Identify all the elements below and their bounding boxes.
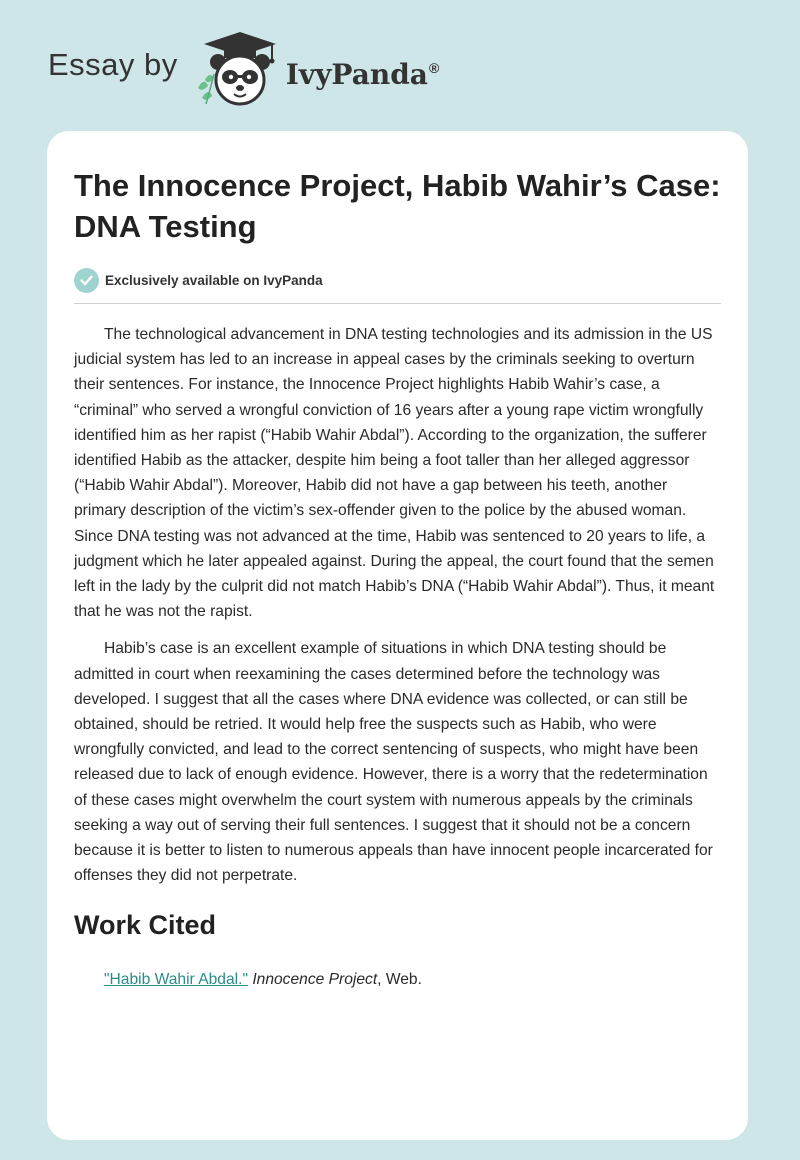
- citation-source: Innocence Project: [252, 971, 378, 989]
- citation-link[interactable]: "Habib Wahir Abdal.": [104, 971, 248, 989]
- citation-suffix: , Web.: [377, 971, 422, 989]
- citation-entry: [104, 971, 721, 989]
- exclusive-label: Exclusively available on IvyPanda: [105, 272, 323, 288]
- essay-card: [47, 131, 748, 1140]
- title-divider: [74, 303, 721, 304]
- essay-title: The Innocence Project, Habib Wahir’s Case: DNA Testing: [74, 168, 721, 244]
- check-icon: [74, 268, 99, 293]
- brand-prefix: Essay by: [48, 47, 178, 82]
- panda-logo-icon[interactable]: [192, 30, 282, 110]
- paragraph-1: The technological advancement in DNA testing technologies and its admission in the US judicial system has led to an increase in appeal cases by the criminals seeking to overturn their sentences. For instance, the Innocence Project highlights Habib Wahir’s case, a “criminal” who served a wrongful conviction of 16 years after a young rape victim wrongfully identified him as her rapist (“Habib Wahir Abdal”). According to the organization, the sufferer identified Habib as the attacker, despite him being a foot taller than her alleged aggressor (“Habib Wahir Abdal”). Moreover, Habib did not have a gap between his teeth, another primary description of the victim’s sex-offender given to the police by the abused woman. Since DNA testing was not advanced at the time, Habib was sentenced to 20 years to life, a judgment which he later appealed against. During the appeal, the court found that the semen left in the lady by the culprit did not match Habib’s DNA (“Habib Wahir Abdal”). Thus, it meant that he was not the rapist.: [74, 326, 715, 621]
- site-header: [48, 30, 439, 110]
- paragraph-2: Habib’s case is an excellent example of situations in which DNA testing should be admitted in court when reexamining the cases determined before the technology was developed. I suggest that all the cases where DNA evidence was collected, or can still be obtained, should be retried. It would help free the suspects such as Habib, who were wrongfully convicted, and lead to the correct sentencing of suspects, who might have been released due to lack of enough evidence. However, there is a worry that the redetermination of these cases might overwhelm the court system with numerous appeals by the criminals seeking a way out of serving their full sentences. I suggest that it should not be a concern because it is better to listen to numerous appeals than have innocent people incarcerated for offenses they did not perpetrate.: [74, 640, 713, 885]
- brand-name: IvyPanda®: [285, 57, 440, 91]
- works-cited-heading: Work Cited: [74, 910, 217, 941]
- exclusive-badge: [74, 267, 721, 293]
- essay-body: [74, 322, 721, 888]
- brand-registered-mark: ®: [428, 60, 440, 77]
